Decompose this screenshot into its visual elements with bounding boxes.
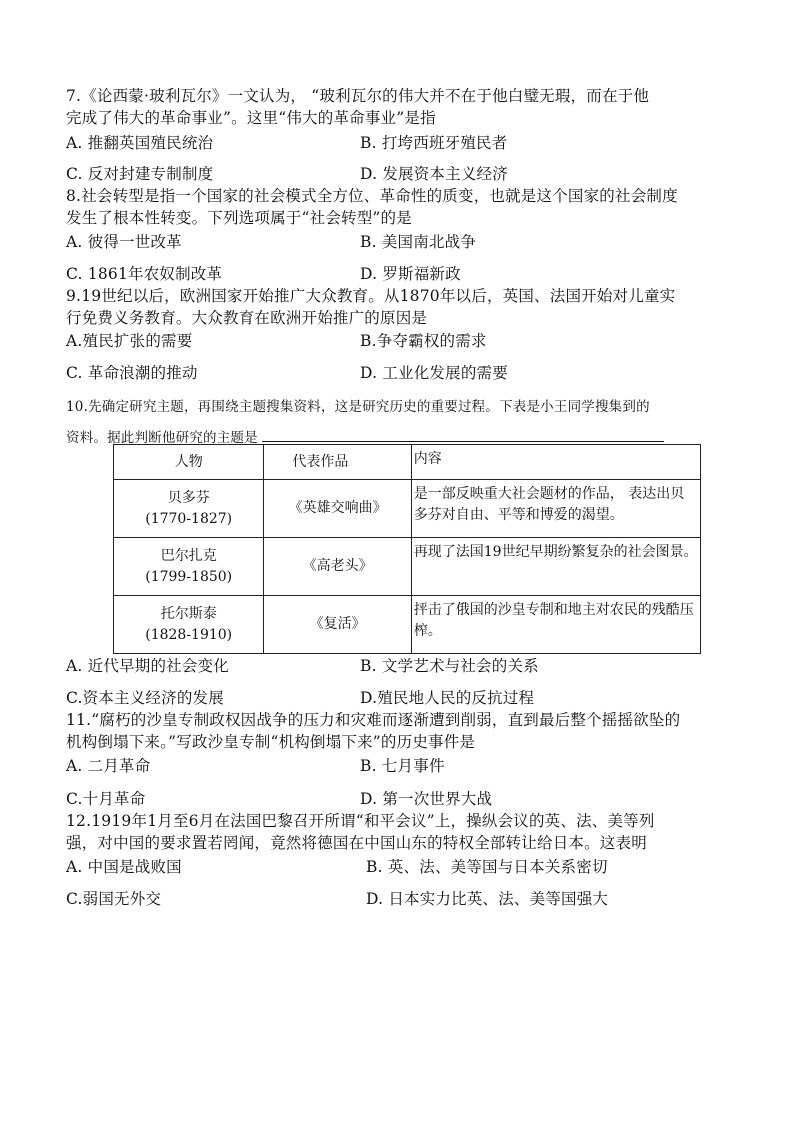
table-header-row	[114, 445, 701, 480]
q7-stem-line2: 完成了伟大的革命事业”。这里“伟大的革命事业”是指	[66, 109, 436, 127]
q7-option-c[interactable]: C. 反对封建专制制度	[66, 165, 214, 183]
q12-stem-line1: 12.1919年1月至6月在法国巴黎召开所谓“和平会议”上，操纵会议的英、法、美等列	[66, 812, 655, 830]
q10-stem-line1: 10.先确定研究主题，再围绕主题搜集资料，这是研究历史的重要过程。下表是小王同学搜集到的	[66, 399, 650, 415]
person-years: (1799-1850)	[145, 568, 233, 585]
q8-option-c[interactable]: C. 1861年农奴制改革	[66, 265, 223, 283]
table-row	[114, 538, 701, 596]
q11-stem-line1: 11.“腐朽的沙皇专制政权因战争的压力和灾难而逐渐遭到削弱，直到最后整个摇摇欲坠的	[66, 711, 681, 729]
q10-option-c[interactable]: C.资本主义经济的发展	[66, 689, 224, 707]
q10-option-d[interactable]: D.殖民地人民的反抗过程	[360, 689, 535, 707]
table-cell-person	[114, 480, 264, 538]
q10-option-a[interactable]: A. 近代早期的社会变化	[66, 657, 229, 675]
q9-option-d[interactable]: D. 工业化发展的需要	[360, 364, 508, 382]
q10-option-b[interactable]: B. 文学艺术与社会的关系	[360, 657, 539, 675]
table-cell-work: 《英雄交响曲》	[264, 480, 411, 538]
table-row	[114, 480, 701, 538]
q8-stem-line1: 8.社会转型是指一个国家的社会模式全方位、革命性的质变，也就是这个国家的社会制度	[66, 187, 678, 205]
q9-stem-line2: 行免费义务教育。大众教育在欧洲开始推广的原因是	[66, 309, 428, 327]
q7-option-d[interactable]: D. 发展资本主义经济	[360, 165, 508, 183]
q10-table	[113, 444, 701, 654]
q9-option-b[interactable]: B.争夺霸权的需求	[360, 332, 487, 350]
q11-option-b[interactable]: B. 七月事件	[360, 757, 445, 775]
q11-option-c[interactable]: C.十月革命	[66, 790, 146, 808]
q9-option-a[interactable]: A.殖民扩张的需要	[66, 332, 193, 350]
q12-option-b[interactable]: B. 英、法、美等国与日本关系密切	[366, 858, 608, 876]
table-header-person: 人物	[114, 445, 264, 480]
table-cell-work: 《复活》	[264, 596, 411, 654]
table-cell-work: 《高老头》	[264, 538, 411, 596]
table-cell-person	[114, 538, 264, 596]
q12-option-d[interactable]: D. 日本实力比英、法、美等国强大	[366, 890, 609, 908]
q7-stem-line1: 7.《论西蒙·玻利瓦尔》一文认为， “玻利瓦尔的伟大并不在于他白璧无瑕，而在于他	[66, 87, 650, 105]
q9-stem-line1: 9.19世纪以后，欧洲国家开始推广大众教育。从1870年以后，英国、法国开始对儿童实	[66, 287, 676, 305]
q8-option-d[interactable]: D. 罗斯福新政	[360, 265, 461, 283]
q11-stem-line2: 机构倒塌下来。”写政沙皇专制“机构倒塌下来”的历史事件是	[66, 733, 476, 751]
q12-stem-line2: 强，对中国的要求置若罔闻，竟然将德国在中国山东的特权全部转让给日本。这表明	[66, 834, 647, 852]
table-cell-person	[114, 596, 264, 654]
q10-answer-blank[interactable]	[262, 427, 664, 442]
q11-option-a[interactable]: A. 二月革命	[66, 757, 151, 775]
person-years: (1828-1910)	[145, 626, 233, 643]
q7-option-a[interactable]: A. 推翻英国殖民统治	[66, 134, 214, 152]
person-name: 贝多芬	[167, 489, 210, 506]
q10-stem-line2: 资料。据此判断他研究的主题是	[66, 430, 258, 446]
person-name: 巴尔扎克	[160, 547, 217, 564]
person-years: (1770-1827)	[145, 510, 233, 527]
q9-option-c[interactable]: C. 革命浪潮的推动	[66, 364, 198, 382]
q7-option-b[interactable]: B. 打垮西班牙殖民者	[360, 134, 508, 152]
table-cell-content: 抨击了俄国的沙皇专制和地主对农民的残酷压榨。	[411, 596, 700, 654]
q8-stem-line2: 发生了根本性转变。下列选项属于“社会转型”的是	[66, 209, 412, 227]
table-header-work: 代表作品	[264, 445, 411, 480]
q12-option-c[interactable]: C.弱国无外交	[66, 890, 162, 908]
person-name: 托尔斯泰	[160, 605, 217, 622]
table-cell-content: 再现了法国19世纪早期纷繁复杂的社会图景。	[411, 538, 700, 596]
table-row	[114, 596, 701, 654]
q12-option-a[interactable]: A. 中国是战败国	[66, 858, 182, 876]
q8-option-b[interactable]: B. 美国南北战争	[360, 233, 477, 251]
q11-option-d[interactable]: D. 第一次世界大战	[360, 790, 493, 808]
table-cell-content: 是一部反映重大社会题材的作品， 表达出贝多芬对自由、平等和博爱的渴望。	[411, 480, 700, 538]
table-header-content: 内容	[411, 445, 700, 480]
q8-option-a[interactable]: A. 彼得一世改革	[66, 233, 182, 251]
